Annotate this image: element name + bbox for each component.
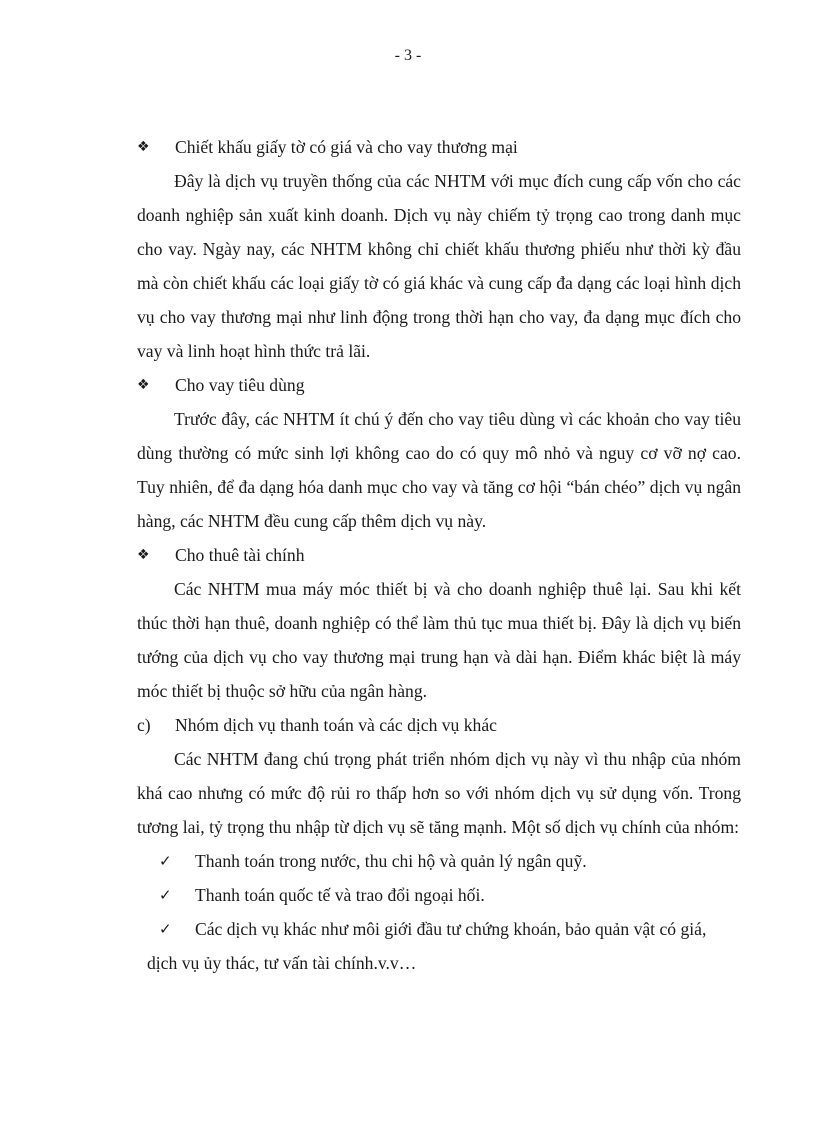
checkmark-icon: ✓ <box>159 852 172 870</box>
page-number: - 3 - <box>394 47 422 64</box>
list-item <box>137 878 741 912</box>
section-title: Nhóm dịch vụ thanh toán và các dịch vụ khác <box>175 715 497 735</box>
checkmark-icon: ✓ <box>159 920 172 938</box>
diamond-bullet-icon: ❖ <box>137 139 150 155</box>
section-heading-payment <box>137 708 741 742</box>
list-item-text: Thanh toán quốc tế và trao đổi ngoại hối. <box>195 885 485 905</box>
section-title: Cho vay tiêu dùng <box>175 375 305 395</box>
section-title: Chiết khấu giấy tờ có giá và cho vay thương mại <box>175 137 518 157</box>
document-body <box>137 130 741 980</box>
paragraph-leasing: Các NHTM mua máy móc thiết bị và cho doanh nghiệp thuê lại. Sau khi kết thúc thời hạn thuê, doanh nghiệp có thể làm thủ tục mua thiết bị. Đây là dịch vụ biến tướng của dịch vụ cho vay thương mại trung hạn và dài hạn. Điểm khác biệt là máy móc thiết bị thuộc sở hữu của ngân hàng. <box>137 579 741 701</box>
section-heading-leasing <box>137 538 741 572</box>
list-item-text: Thanh toán trong nước, thu chi hộ và quản lý ngân quỹ. <box>195 851 587 871</box>
diamond-bullet-icon: ❖ <box>137 377 150 393</box>
paragraph-discount: Đây là dịch vụ truyền thống của các NHTM với mục đích cung cấp vốn cho các doanh nghiệp sản xuất kinh doanh. Dịch vụ này chiếm tỷ trọng cao trong danh mục cho vay. Ngày nay, các NHTM không chỉ chiết khấu thương phiếu như thời kỳ đầu mà còn chiết khấu các loại giấy tờ có giá khác và cung cấp đa dạng các loại hình dịch vụ cho vay thương mại như linh động trong thời hạn cho vay, đa dạng mục đích cho vay và linh hoạt hình thức trả lãi. <box>137 171 741 361</box>
list-item-continuation: dịch vụ ủy thác, tư vấn tài chính.v.v… <box>147 953 417 973</box>
list-item-text: Các dịch vụ khác như môi giới đầu tư chứng khoán, bảo quản vật có giá, <box>195 919 707 939</box>
list-item <box>137 844 741 878</box>
list-item <box>137 912 741 946</box>
section-heading-consumer <box>137 368 741 402</box>
diamond-bullet-icon: ❖ <box>137 547 150 563</box>
paragraph-payment: Các NHTM đang chú trọng phát triển nhóm dịch vụ này vì thu nhập của nhóm khá cao nhưng có mức độ rủi ro thấp hơn so với nhóm dịch vụ sử dụng vốn. Trong tương lai, tỷ trọng thu nhập từ dịch vụ sẽ tăng mạnh. Một số dịch vụ chính của nhóm: <box>137 749 741 837</box>
section-heading-discount <box>137 130 741 164</box>
checkmark-icon: ✓ <box>159 886 172 904</box>
paragraph-consumer: Trước đây, các NHTM ít chú ý đến cho vay tiêu dùng vì các khoản cho vay tiêu dùng thường có mức sinh lợi không cao do có quy mô nhỏ và nguy cơ vỡ nợ cao. Tuy nhiên, để đa dạng hóa danh mục cho vay và tăng cơ hội “bán chéo” dịch vụ ngân hàng, các NHTM đều cung cấp thêm dịch vụ này. <box>137 409 741 531</box>
section-title: Cho thuê tài chính <box>175 545 305 565</box>
section-letter: c) <box>137 715 151 735</box>
